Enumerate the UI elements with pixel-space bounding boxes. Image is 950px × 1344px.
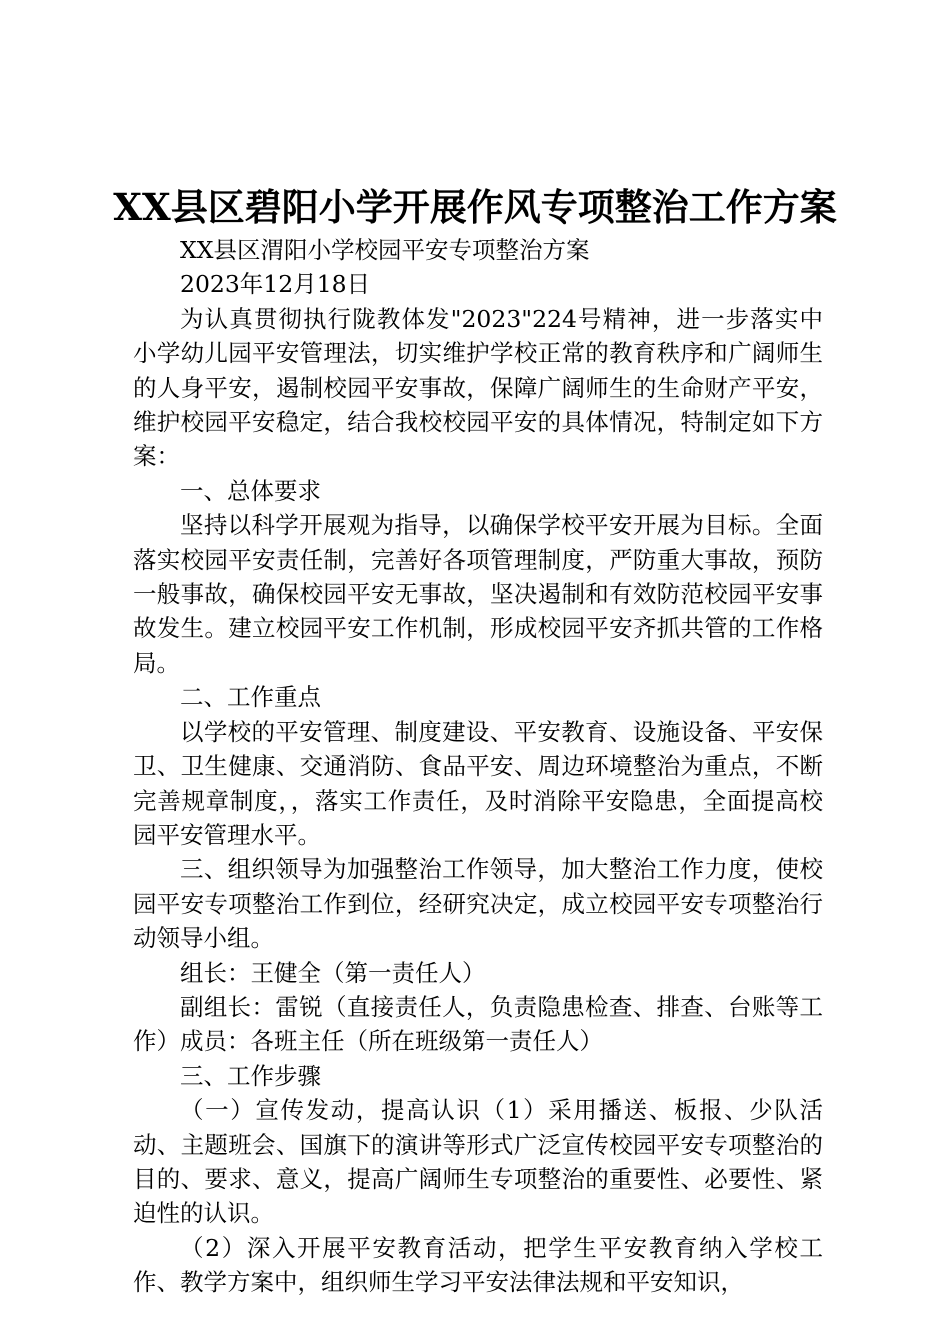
document-body	[133, 233, 823, 1300]
section-heading-work-focus: 二、工作重点	[180, 683, 321, 712]
paragraph-step-one: （一）宣传发动，提高认识（1）采用播送、板报、少队活动、主题班会、国旗下的演讲等形式广泛宣传校园平安专项整治的目的、要求、意义，提高广阔师生专项整治的重要性、必要性、紧迫性的认识。	[133, 1096, 823, 1228]
paragraph-team-leader: 组长：王健全（第一责任人）	[180, 958, 486, 987]
section-heading-work-steps: 三、工作步骤	[180, 1061, 321, 1090]
section-heading-general-requirements: 一、总体要求	[180, 476, 321, 505]
paragraph-general-requirements: 坚持以科学开展观为指导，以确保学校平安开展为目标。全面落实校园平安责任制，完善好各项管理制度，严防重大事故，预防一般事故，确保校园平安无事故，坚决遏制和有效防范校园平安事故发生。建立校园平安工作机制，形成校园平安齐抓共管的工作格局。	[133, 511, 823, 677]
document-title: XX县区碧阳小学开展作风专项整治工作方案	[113, 185, 837, 229]
paragraph-intro: 为认真贯彻执行陇教体发"2023"224号精神，进一步落实中小学幼儿园平安管理法，切实维护学校正常的教育秩序和广阔师生的人身平安，遏制校园平安事故，保障广阔师生的生命财产平安，维护校园平安稳定，结合我校校园平安的具体情况，特制定如下方案：	[133, 304, 823, 471]
paragraph-work-focus: 以学校的平安管理、制度建设、平安教育、设施设备、平安保卫、卫生健康、交通消防、食品平安、周边环境整治为重点，不断完善规章制度，，落实工作责任，及时消除平安隐患，全面提高校园平安管理水平。	[133, 717, 823, 849]
paragraph-deputy-leader: 副组长：雷锐（直接责任人，负责隐患检查、排查、台账等工作）成员：各班主任（所在班级第一责任人）	[133, 992, 823, 1056]
paragraph-step-two: （2）深入开展平安教育活动，把学生平安教育纳入学校工作、教学方案中，组织师生学习平安法律法规和平安知识，	[133, 1233, 823, 1297]
paragraph-date: 2023年12月18日	[180, 270, 371, 299]
paragraph-subtitle: XX县区渭阳小学校园平安专项整治方案	[180, 236, 590, 264]
paragraph-organization: 三、组织领导为加强整治工作领导，加大整治工作力度，使校园平安专项整治工作到位，经研究决定，成立校园平安专项整治行动领导小组。	[133, 855, 823, 953]
